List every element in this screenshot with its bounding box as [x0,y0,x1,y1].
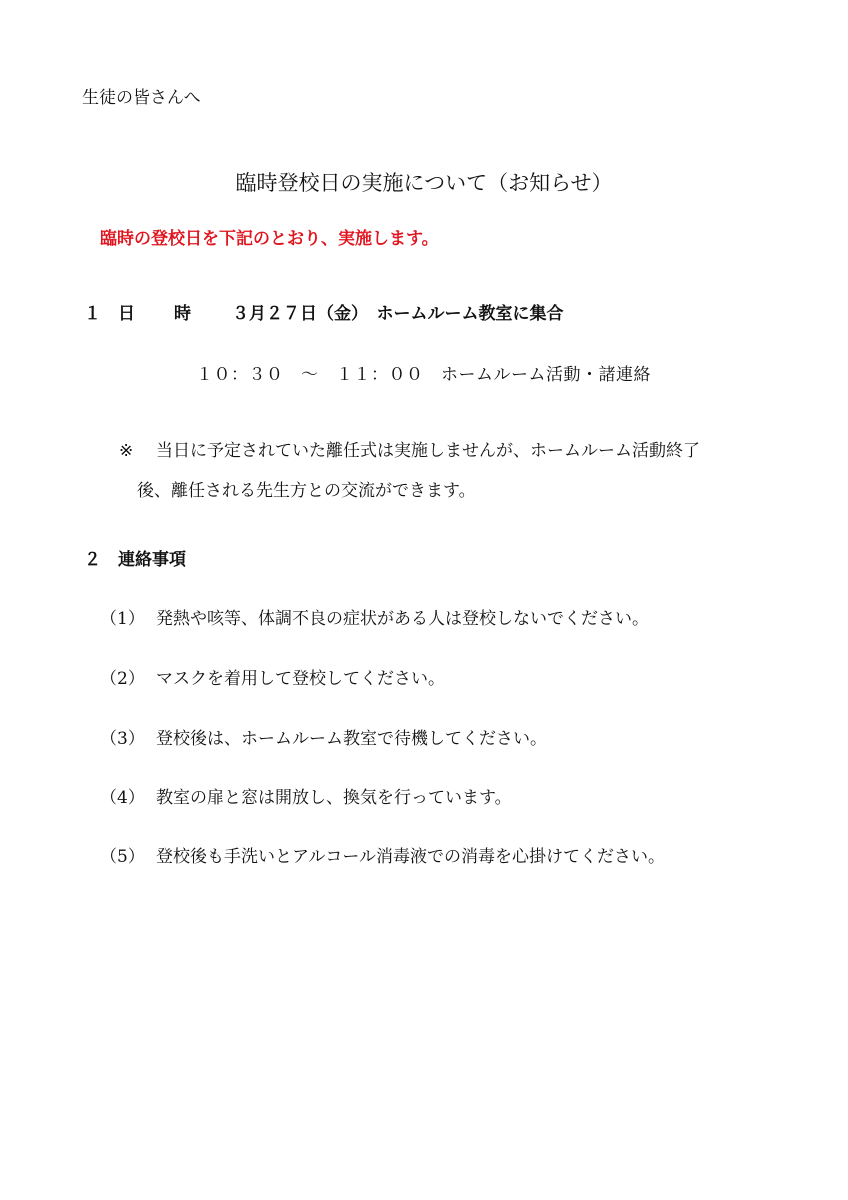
section-number: １ [84,304,101,324]
notice-item-text: 発熱や咳等、体調不良の症状がある人は登校しないでください。 [156,609,649,629]
section-label-char: 日 [118,304,135,324]
addressee: 生徒の皆さんへ [82,88,201,108]
document-title: 臨時登校日の実施について（お知らせ） [235,171,613,195]
note-mark: ※ [119,441,134,461]
date-value: ３月２７日（金） ホームルーム教室に集合 [232,304,564,324]
note-text-line: 後、離任される先生方との交流ができます。 [137,481,476,501]
section-label-char: 時 [174,304,191,324]
notice-item-label: （1） [100,609,145,629]
notice-item-label: （2） [100,669,145,689]
notice-item-label: （5） [100,847,145,867]
note-text-line: 当日に予定されていた離任式は実施しませんが、ホームルーム活動終了 [156,441,700,461]
intro-statement: 臨時の登校日を下記のとおり、実施します。 [100,229,439,249]
notice-item-label: （4） [100,788,145,808]
section-heading: 連絡事項 [118,550,186,570]
notice-item-text: 登校後は、ホームルーム教室で待機してください。 [156,729,547,749]
notice-item-text: マスクを着用して登校してください。 [156,669,445,689]
notice-item-text: 登校後も手洗いとアルコール消毒液での消毒を心掛けてください。 [156,847,665,867]
section-number: ２ [84,550,101,570]
notice-item-text: 教室の扉と窓は開放し、換気を行っています。 [156,788,512,808]
notice-item-label: （3） [100,729,145,749]
time-schedule: １０：３０ ～ １１：００ ホームルーム活動・諸連絡 [196,365,651,385]
